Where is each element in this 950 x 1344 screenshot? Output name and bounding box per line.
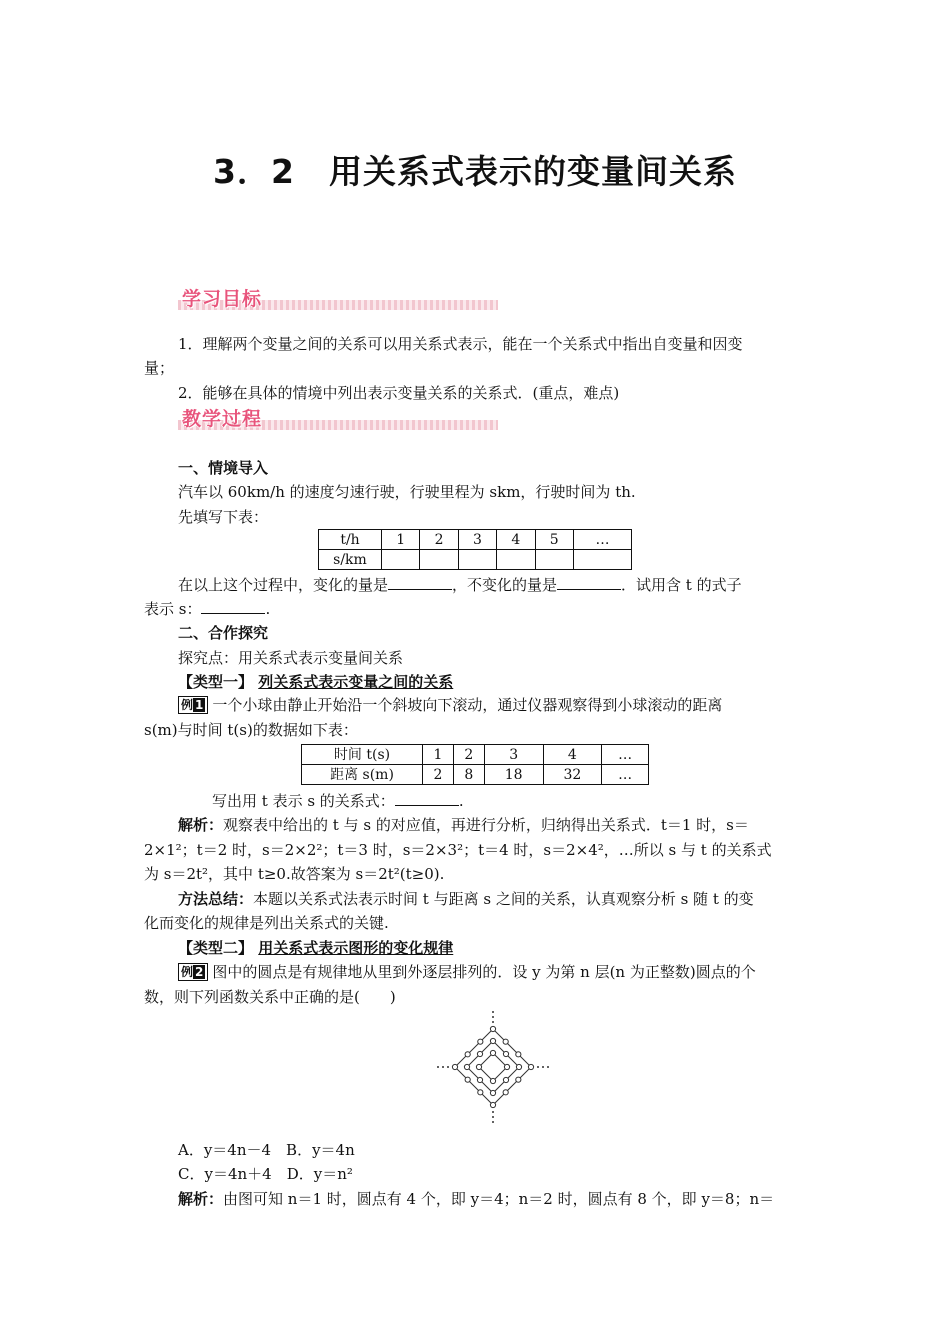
goal-1: 1．理解两个变量之间的关系可以用关系式表示，能在一个关系式中指出自变量和因变 <box>178 335 743 353</box>
dot-group <box>452 1026 533 1107</box>
dot <box>477 1077 482 1082</box>
dot <box>503 1090 508 1095</box>
type1-heading <box>178 671 453 693</box>
type-title: 用关系式表示图形的变化规律 <box>258 939 454 957</box>
dot <box>516 1064 521 1069</box>
table-cell: 2 <box>423 765 454 785</box>
table-cell: 3 <box>484 745 543 765</box>
dot <box>477 1051 482 1056</box>
table-cell: 1 <box>423 745 454 765</box>
dot <box>490 1026 495 1031</box>
table-row <box>302 765 649 785</box>
dot <box>490 1038 495 1043</box>
section-banner-process <box>178 406 498 432</box>
dot <box>465 1077 470 1082</box>
table-cell <box>497 550 535 570</box>
part1-text2: 先填写下表： <box>178 508 269 526</box>
example-tag-text: 例 <box>181 698 194 712</box>
dot <box>464 1064 469 1069</box>
type-label: 【类型二】 <box>178 939 254 957</box>
diamond-layer-1 <box>479 1053 507 1081</box>
example-number: 2 <box>195 965 204 979</box>
type-label: 【类型一】 <box>178 673 254 691</box>
example2-line2: 数，则下列函数关系中正确的是( ) <box>144 988 396 1006</box>
dot <box>452 1064 457 1069</box>
table-cell: 4 <box>497 530 535 550</box>
answer-blank <box>557 575 621 590</box>
table-cell: 时间 t(s) <box>302 745 423 765</box>
dot <box>516 1052 521 1057</box>
dot <box>503 1051 508 1056</box>
part1-question <box>178 574 742 596</box>
diamond-layer-2 <box>467 1041 519 1093</box>
answer-blank <box>201 599 265 614</box>
table-cell <box>420 550 458 570</box>
table-row <box>302 745 649 765</box>
dot <box>490 1090 495 1095</box>
table-cell: t/h <box>319 530 382 550</box>
part1-question-cont <box>144 598 270 620</box>
page-title: 3．2 用关系式表示的变量间关系 <box>213 152 737 191</box>
analysis-label: 解析： <box>178 816 224 834</box>
dot <box>478 1039 483 1044</box>
dot <box>478 1090 483 1095</box>
table-cell: 2 <box>453 745 484 765</box>
example-tag <box>178 963 208 981</box>
dot <box>476 1064 481 1069</box>
answer-blank <box>395 791 459 806</box>
table-cell: 8 <box>453 765 484 785</box>
banner-label: 教学过程 <box>182 408 263 430</box>
dot <box>503 1077 508 1082</box>
table-cell: 5 <box>535 530 573 550</box>
goal-2: 2．能够在具体的情境中列出表示变量关系的关系式．(重点，难点) <box>178 384 620 402</box>
table-cell: 4 <box>543 745 602 765</box>
table-cell: 3 <box>458 530 496 550</box>
table-cell: 1 <box>382 530 420 550</box>
analysis1-line2: 2×1²；t＝2 时，s＝2×2²；t＝3 时，s＝2×3²；t＝4 时，s＝2×4²，…所以 s 与 t 的关系式 <box>144 841 772 859</box>
dot <box>465 1052 470 1057</box>
dot <box>504 1064 509 1069</box>
dot <box>516 1077 521 1082</box>
type2-heading <box>178 937 453 959</box>
analysis2-line <box>178 1188 774 1210</box>
table-cell <box>535 550 573 570</box>
table-cell: 2 <box>420 530 458 550</box>
part1-text1: 汽车以 60km/h 的速度匀速行驶，行驶里程为 skm，行驶时间为 th. <box>178 483 636 501</box>
question-text: . <box>265 600 271 618</box>
answer-blank <box>388 575 452 590</box>
dot <box>503 1039 508 1044</box>
ball-table <box>301 744 649 785</box>
part2-heading: 二、合作探究 <box>178 624 269 642</box>
example1-line1 <box>178 694 722 716</box>
example-text: 一个小球由静止开始沿一个斜坡向下滚动，通过仪器观察得到小球滚动的距离 <box>212 696 723 714</box>
options-line1: A．y＝4n－4 B．y＝4n <box>178 1141 355 1159</box>
nested-diamond-dots-figure <box>430 1008 556 1126</box>
example-tag-text: 例 <box>181 965 194 979</box>
table-cell: … <box>573 530 631 550</box>
method-line2: 化而变化的规律是列出关系式的关键. <box>144 914 389 932</box>
example2-line1 <box>178 961 756 983</box>
dot <box>528 1064 533 1069</box>
part2-topic: 探究点：用关系式表示变量间关系 <box>178 649 404 667</box>
table-cell: 18 <box>484 765 543 785</box>
table-cell: … <box>602 745 649 765</box>
table-cell <box>573 550 631 570</box>
example-tag <box>178 696 208 714</box>
table-cell: 32 <box>543 765 602 785</box>
dot <box>490 1050 495 1055</box>
prompt-text: . <box>458 792 464 810</box>
write-prompt <box>212 790 464 812</box>
section-banner-goals <box>178 286 498 312</box>
question-text: ，不变化的量是 <box>452 576 558 594</box>
prompt-text: 写出用 t 表示 s 的关系式： <box>212 792 395 810</box>
question-text: 表示 s： <box>144 600 202 618</box>
speed-table <box>318 529 632 570</box>
table-cell: … <box>602 765 649 785</box>
goal-1-cont: 量； <box>144 359 175 377</box>
analysis-text: 观察表中给出的 t 与 s 的对应值，再进行分析，归纳得出关系式．t＝1 时，s＝ <box>223 816 749 834</box>
method-text: 本题以关系式法表示时间 t 与距离 s 之间的关系，认真观察分析 s 随 t 的变 <box>253 890 754 908</box>
method-label: 方法总结： <box>178 890 254 908</box>
analysis1-line3: 为 s＝2t²，其中 t≥0.故答案为 s＝2t²(t≥0). <box>144 865 445 883</box>
dot <box>490 1102 495 1107</box>
options-line2: C．y＝4n＋4 D．y＝n² <box>178 1165 353 1183</box>
dot <box>490 1078 495 1083</box>
example1-line2: s(m)与时间 t(s)的数据如下表： <box>144 721 358 739</box>
question-text: ．试用含 t 的式子 <box>621 576 742 594</box>
table-cell: 距离 s(m) <box>302 765 423 785</box>
table-cell: s/km <box>319 550 382 570</box>
table-row <box>319 530 632 550</box>
analysis1-line1 <box>178 814 749 836</box>
table-cell <box>382 550 420 570</box>
example-text: 图中的圆点是有规律地从里到外逐层排列的．设 y 为第 n 层(n 为正整数)圆点的个 <box>212 963 756 981</box>
table-cell <box>458 550 496 570</box>
example-number: 1 <box>195 698 204 712</box>
table-row <box>319 550 632 570</box>
method-line1 <box>178 888 754 910</box>
part1-heading: 一、情境导入 <box>178 459 269 477</box>
analysis-text: 由图可知 n＝1 时，圆点有 4 个，即 y＝4；n＝2 时，圆点有 8 个，即 y＝8；n＝ <box>223 1190 775 1208</box>
analysis-label: 解析： <box>178 1190 224 1208</box>
question-text: 在以上这个过程中，变化的量是 <box>178 576 389 594</box>
banner-label: 学习目标 <box>182 288 263 310</box>
type-title: 列关系式表示变量之间的关系 <box>258 673 454 691</box>
